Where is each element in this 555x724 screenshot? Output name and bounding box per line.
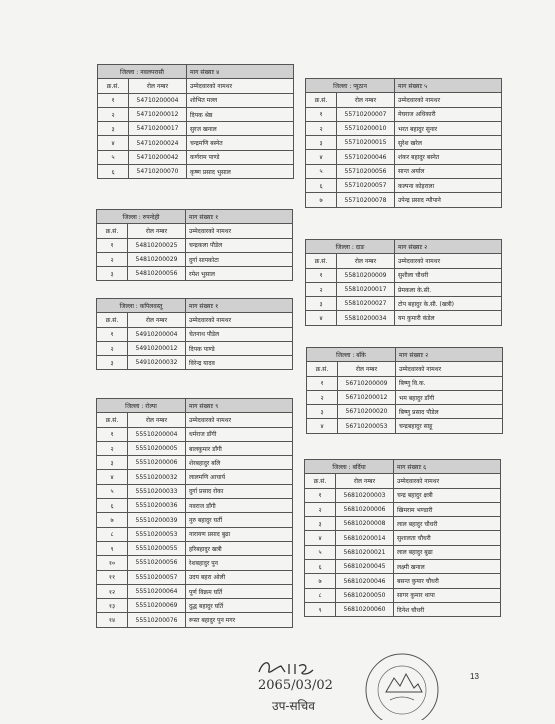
candidate-name: विरेन्द्र यादव	[186, 356, 293, 370]
roll-number: 55510200036	[128, 499, 186, 513]
district-table	[304, 459, 501, 617]
col-header-roll: रोल नम्बर	[128, 313, 186, 327]
table-row	[97, 599, 293, 613]
candidate-name: सुरेश खरेल	[395, 136, 502, 150]
demand-count: माग संख्याः ५	[395, 79, 502, 93]
district-name: जिल्ला : कपिलवस्तु	[97, 299, 186, 313]
candidate-name: चन्द्रमणि बस्नेत	[187, 136, 294, 150]
table-row	[97, 584, 293, 598]
serial-number: ८	[97, 527, 128, 541]
serial-number: ७	[305, 574, 336, 588]
serial-number: २	[306, 121, 337, 135]
candidate-name: चेतनाथ पौडेल	[186, 327, 293, 341]
col-header-name: उम्मेदवारको नामथर	[186, 224, 293, 238]
roll-number: 55510200004	[128, 427, 186, 441]
serial-number: ४	[305, 531, 336, 545]
roll-number: 54710200024	[129, 136, 187, 150]
district-table	[96, 298, 293, 370]
roll-number: 55810200017	[337, 282, 395, 296]
roll-number: 55510200053	[128, 527, 186, 541]
serial-number: ६	[98, 165, 129, 179]
column-header-row	[306, 254, 502, 268]
candidate-name: यम कुमारी कंडेल	[395, 311, 502, 325]
table-row	[306, 136, 502, 150]
column-header-row	[97, 313, 293, 327]
roll-number: 55510200005	[128, 441, 186, 455]
candidate-name: दुर्गा सापकोटा	[186, 252, 293, 266]
serial-number: ४	[306, 150, 337, 164]
table-row	[305, 545, 501, 559]
serial-number: २	[306, 282, 337, 296]
table-row	[306, 297, 502, 311]
serial-number: ९	[305, 602, 336, 616]
roll-number: 55710200015	[337, 136, 395, 150]
roll-number: 55710200056	[337, 164, 395, 178]
serial-number: ३	[305, 517, 336, 531]
candidate-name: भम बहादुर डाँगी	[396, 390, 503, 404]
roll-number: 55810200009	[337, 268, 395, 282]
serial-number: १२	[97, 584, 128, 598]
candidate-name: सुरज खनाल	[187, 122, 294, 136]
district-table	[96, 209, 293, 281]
table-row	[97, 470, 293, 484]
roll-number: 54710200017	[129, 122, 187, 136]
candidate-name: बसन्त कुमार चौधरी	[394, 574, 501, 588]
table-row	[307, 376, 503, 390]
serial-number: १	[305, 488, 336, 502]
table-row	[98, 150, 294, 164]
candidate-name: कृष्ण प्रसाद भुसाल	[187, 165, 294, 179]
candidate-name: नुरु बहादुर घर्ती	[186, 513, 293, 527]
serial-number: ५	[98, 150, 129, 164]
district-table	[305, 239, 502, 326]
candidate-name: पूर्ण विक्रम घर्ति	[186, 584, 293, 598]
roll-number: 56810200006	[336, 502, 394, 516]
candidate-name: सान्त अर्याल	[395, 164, 502, 178]
district-header-row	[306, 79, 502, 93]
demand-count: माग संख्याः ६	[394, 460, 501, 474]
district-name: जिल्ला : दाङ	[306, 240, 395, 254]
column-header-row	[305, 474, 501, 488]
candidate-name: धर्मराज डाँगी	[186, 427, 293, 441]
table-row	[307, 419, 503, 433]
col-header-sn: क्र.सं.	[98, 79, 129, 93]
roll-number: 56810200014	[336, 531, 394, 545]
serial-number: २	[97, 341, 128, 355]
col-header-sn: क्र.सं.	[306, 93, 337, 107]
office-seal-stamp	[362, 650, 442, 724]
serial-number: ३	[306, 136, 337, 150]
serial-number: ३	[97, 267, 128, 281]
candidate-name: रूस्त बहादुर पुन मगर	[186, 613, 293, 627]
table-row	[305, 588, 501, 602]
table-row	[97, 570, 293, 584]
roll-number: 54810200029	[128, 252, 186, 266]
table-row	[97, 238, 293, 252]
serial-number: १	[306, 107, 337, 121]
serial-number: ५	[305, 545, 336, 559]
serial-number: १	[307, 376, 338, 390]
table-row	[97, 484, 293, 498]
table-row	[97, 267, 293, 281]
district-name: जिल्ला : बर्दिया	[305, 460, 394, 474]
candidate-name: नारायण प्रसाद बुढा	[186, 527, 293, 541]
candidate-name: दुर्गा प्रसाद रोका	[186, 484, 293, 498]
district-table	[306, 347, 503, 434]
table-row	[305, 488, 501, 502]
col-header-sn: क्र.सं.	[305, 474, 336, 488]
col-header-name: उम्मेदवारको नामथर	[395, 254, 502, 268]
candidate-name: सागर कुमार थापा	[394, 588, 501, 602]
serial-number: ३	[97, 356, 128, 370]
serial-number: ४	[306, 311, 337, 325]
serial-number: १	[97, 427, 128, 441]
roll-number: 56810200060	[336, 602, 394, 616]
candidate-name: उपेन्द्र प्रसाद न्यौपाने	[395, 193, 502, 207]
column-header-row	[306, 93, 502, 107]
signature-date: 2065/03/02	[258, 678, 333, 693]
roll-number: 55510200055	[128, 541, 186, 555]
serial-number: २	[98, 107, 129, 121]
demand-count: माग संख्याः १	[186, 299, 293, 313]
roll-number: 54710200042	[129, 150, 187, 164]
candidate-name: मेघराज अधिकारी	[395, 107, 502, 121]
serial-number: ३	[307, 405, 338, 419]
candidate-name: टोप बहादुर के.सी. (खत्री)	[395, 297, 502, 311]
table-row	[97, 356, 293, 370]
col-header-sn: क्र.सं.	[306, 254, 337, 268]
demand-count: माग संख्याः १	[186, 210, 293, 224]
col-header-name: उम्मेदवारको नामथर	[187, 79, 294, 93]
candidate-name: चन्द्रकला पौडेल	[186, 238, 293, 252]
demand-count: माग संख्याः ९	[186, 399, 293, 413]
serial-number: ३	[306, 297, 337, 311]
roll-number: 56710200053	[338, 419, 396, 433]
roll-number: 55810200027	[337, 297, 395, 311]
table-row	[97, 541, 293, 555]
serial-number: ४	[97, 470, 128, 484]
table-row	[98, 122, 294, 136]
serial-number: २	[97, 441, 128, 455]
serial-number: १	[98, 93, 129, 107]
table-row	[97, 327, 293, 341]
candidate-name: दुद्ध बहादुर घर्ति	[186, 599, 293, 613]
table-row	[97, 613, 293, 627]
candidate-name: लाल बहादुर बुढा	[394, 545, 501, 559]
serial-number: २	[97, 252, 128, 266]
roll-number: 54910200032	[128, 356, 186, 370]
table-row	[305, 560, 501, 574]
demand-count: माग संख्याः २	[395, 240, 502, 254]
table-row	[305, 531, 501, 545]
district-name: जिल्ला : रुपन्देही	[97, 210, 186, 224]
col-header-roll: रोल नम्बर	[338, 362, 396, 376]
table-row	[97, 499, 293, 513]
roll-number: 56810200008	[336, 517, 394, 531]
table-row	[305, 602, 501, 616]
candidate-name: सुशालता चौधरी	[394, 531, 501, 545]
candidate-name: भरत बहादुर सुनार	[395, 121, 502, 135]
serial-number: १	[306, 268, 337, 282]
candidate-name: खिमराम भण्डारी	[394, 502, 501, 516]
col-header-sn: क्र.सं.	[97, 224, 128, 238]
serial-number: १	[97, 327, 128, 341]
candidate-name: नवराज डाँगी	[186, 499, 293, 513]
roll-number: 55510200032	[128, 470, 186, 484]
roll-number: 55510200076	[128, 613, 186, 627]
roll-number: 56810200046	[336, 574, 394, 588]
candidate-name: चन्द्र बहादुर क्षत्री	[394, 488, 501, 502]
district-header-row	[97, 210, 293, 224]
candidate-name: शंकर बहादुर बस्नेत	[395, 150, 502, 164]
roll-number: 56810200003	[336, 488, 394, 502]
candidate-name: प्रेमकला के.सी.	[395, 282, 502, 296]
table-row	[306, 282, 502, 296]
table-row	[306, 107, 502, 121]
serial-number: १०	[97, 556, 128, 570]
col-header-roll: रोल नम्बर	[337, 254, 395, 268]
candidate-name: हरिबहादुर खत्री	[186, 541, 293, 555]
col-header-name: उम्मेदवारको नामथर	[395, 93, 502, 107]
candidate-name: शोभित मल्ल	[187, 93, 294, 107]
district-name: जिल्ला : रोल्पा	[97, 399, 186, 413]
column-header-row	[98, 79, 294, 93]
roll-number: 55510200033	[128, 484, 186, 498]
roll-number: 54910200012	[128, 341, 186, 355]
serial-number: ९	[97, 541, 128, 555]
roll-number: 56810200050	[336, 588, 394, 602]
table-row	[97, 556, 293, 570]
table-row	[97, 341, 293, 355]
district-header-row	[97, 299, 293, 313]
table-row	[98, 107, 294, 121]
serial-number: १४	[97, 613, 128, 627]
serial-number: ४	[98, 136, 129, 150]
table-row	[306, 311, 502, 325]
roll-number: 55510200006	[128, 456, 186, 470]
serial-number: ३	[98, 122, 129, 136]
candidate-name: रमेश भुसाल	[186, 267, 293, 281]
col-header-sn: क्र.सं.	[307, 362, 338, 376]
district-name: जिल्ला : बाँके	[307, 348, 396, 362]
table-row	[97, 513, 293, 527]
serial-number: १३	[97, 599, 128, 613]
table-row	[306, 268, 502, 282]
table-row	[98, 165, 294, 179]
table-row	[97, 441, 293, 455]
table-row	[97, 527, 293, 541]
district-header-row	[97, 399, 293, 413]
roll-number: 55510200064	[128, 584, 186, 598]
candidate-name: बिष्णु प्रसाद पौडेल	[396, 405, 503, 419]
demand-count: माग संख्याः ४	[187, 65, 294, 79]
candidate-name: दिनेश चौधरी	[394, 602, 501, 616]
roll-number: 55510200069	[128, 599, 186, 613]
col-header-roll: रोल नम्बर	[128, 413, 186, 427]
serial-number: ६	[97, 499, 128, 513]
table-row	[97, 456, 293, 470]
roll-number: 55510200039	[128, 513, 186, 527]
district-name: जिल्ला : नवलपरासी	[98, 65, 187, 79]
table-row	[305, 517, 501, 531]
col-header-name: उम्मेदवारको नामथर	[186, 313, 293, 327]
col-header-sn: क्र.सं.	[97, 413, 128, 427]
candidate-name: बिष्णु वि.क.	[396, 376, 503, 390]
candidate-name: लालमणि आचार्य	[186, 470, 293, 484]
serial-number: ७	[97, 513, 128, 527]
serial-number: ४	[307, 419, 338, 433]
serial-number: ५	[97, 484, 128, 498]
table-row	[98, 93, 294, 107]
candidate-name: रेशबहादुर पुन	[186, 556, 293, 570]
roll-number: 55710200046	[337, 150, 395, 164]
table-row	[305, 574, 501, 588]
column-header-row	[97, 224, 293, 238]
roll-number: 56810200021	[336, 545, 394, 559]
roll-number: 56710200020	[338, 405, 396, 419]
roll-number: 54710200012	[129, 107, 187, 121]
table-row	[305, 502, 501, 516]
district-name: जिल्ला : प्युठान	[306, 79, 395, 93]
table-row	[307, 390, 503, 404]
serial-number: २	[307, 390, 338, 404]
candidate-name: दिपक श्रेष्ठ	[187, 107, 294, 121]
candidate-name: लाल बहादुर चौधरी	[394, 517, 501, 531]
col-header-name: उम्मेदवारको नामथर	[394, 474, 501, 488]
column-header-row	[97, 413, 293, 427]
table-row	[97, 427, 293, 441]
table-row	[97, 252, 293, 266]
candidate-name: कर्णराम पाण्डे	[187, 150, 294, 164]
roll-number: 54810200056	[128, 267, 186, 281]
table-row	[306, 179, 502, 193]
signature-title: उप-सचिव	[272, 699, 315, 713]
district-table	[97, 64, 294, 179]
col-header-roll: रोल नम्बर	[128, 224, 186, 238]
roll-number: 55710200007	[337, 107, 395, 121]
candidate-name: चन्द्रबहादुर साहू	[396, 419, 503, 433]
serial-number: ६	[305, 560, 336, 574]
col-header-name: उम्मेदवारको नामथर	[396, 362, 503, 376]
table-row	[306, 164, 502, 178]
district-header-row	[306, 240, 502, 254]
candidate-name: दिपक पाण्डे	[186, 341, 293, 355]
roll-number: 56710200012	[338, 390, 396, 404]
col-header-sn: क्र.सं.	[97, 313, 128, 327]
roll-number: 55710200057	[337, 179, 395, 193]
serial-number: ५	[306, 164, 337, 178]
candidate-name: उदय बहरा ओली	[186, 570, 293, 584]
roll-number: 54710200070	[129, 165, 187, 179]
col-header-roll: रोल नम्बर	[337, 93, 395, 107]
table-row	[98, 136, 294, 150]
district-header-row	[98, 65, 294, 79]
col-header-name: उम्मेदवारको नामथर	[186, 413, 293, 427]
candidate-name: सुशीला चौधरी	[395, 268, 502, 282]
district-header-row	[305, 460, 501, 474]
candidate-name: शेरबहादुर बलि	[186, 456, 293, 470]
serial-number: ११	[97, 570, 128, 584]
serial-number: ७	[306, 193, 337, 207]
table-row	[306, 150, 502, 164]
serial-number: ६	[306, 179, 337, 193]
col-header-roll: रोल नम्बर	[129, 79, 187, 93]
table-row	[306, 121, 502, 135]
district-table	[305, 78, 502, 208]
table-row	[307, 405, 503, 419]
page-number: 13	[470, 672, 479, 681]
roll-number: 55710200078	[337, 193, 395, 207]
roll-number: 55510200056	[128, 556, 186, 570]
roll-number: 54910200004	[128, 327, 186, 341]
roll-number: 56810200045	[336, 560, 394, 574]
candidate-name: कल्पना कोइराला	[395, 179, 502, 193]
candidate-name: लक्ष्मी खनाल	[394, 560, 501, 574]
demand-count: माग संख्याः २	[396, 348, 503, 362]
roll-number: 55510200057	[128, 570, 186, 584]
serial-number: ३	[97, 456, 128, 470]
roll-number: 55810200034	[337, 311, 395, 325]
serial-number: ८	[305, 588, 336, 602]
serial-number: १	[97, 238, 128, 252]
roll-number: 55710200010	[337, 121, 395, 135]
roll-number: 56710200009	[338, 376, 396, 390]
roll-number: 54710200004	[129, 93, 187, 107]
column-header-row	[307, 362, 503, 376]
district-header-row	[307, 348, 503, 362]
district-table	[96, 398, 293, 628]
table-row	[306, 193, 502, 207]
candidate-name: बालकुमार डाँगी	[186, 441, 293, 455]
roll-number: 54810200025	[128, 238, 186, 252]
serial-number: २	[305, 502, 336, 516]
col-header-roll: रोल नम्बर	[336, 474, 394, 488]
